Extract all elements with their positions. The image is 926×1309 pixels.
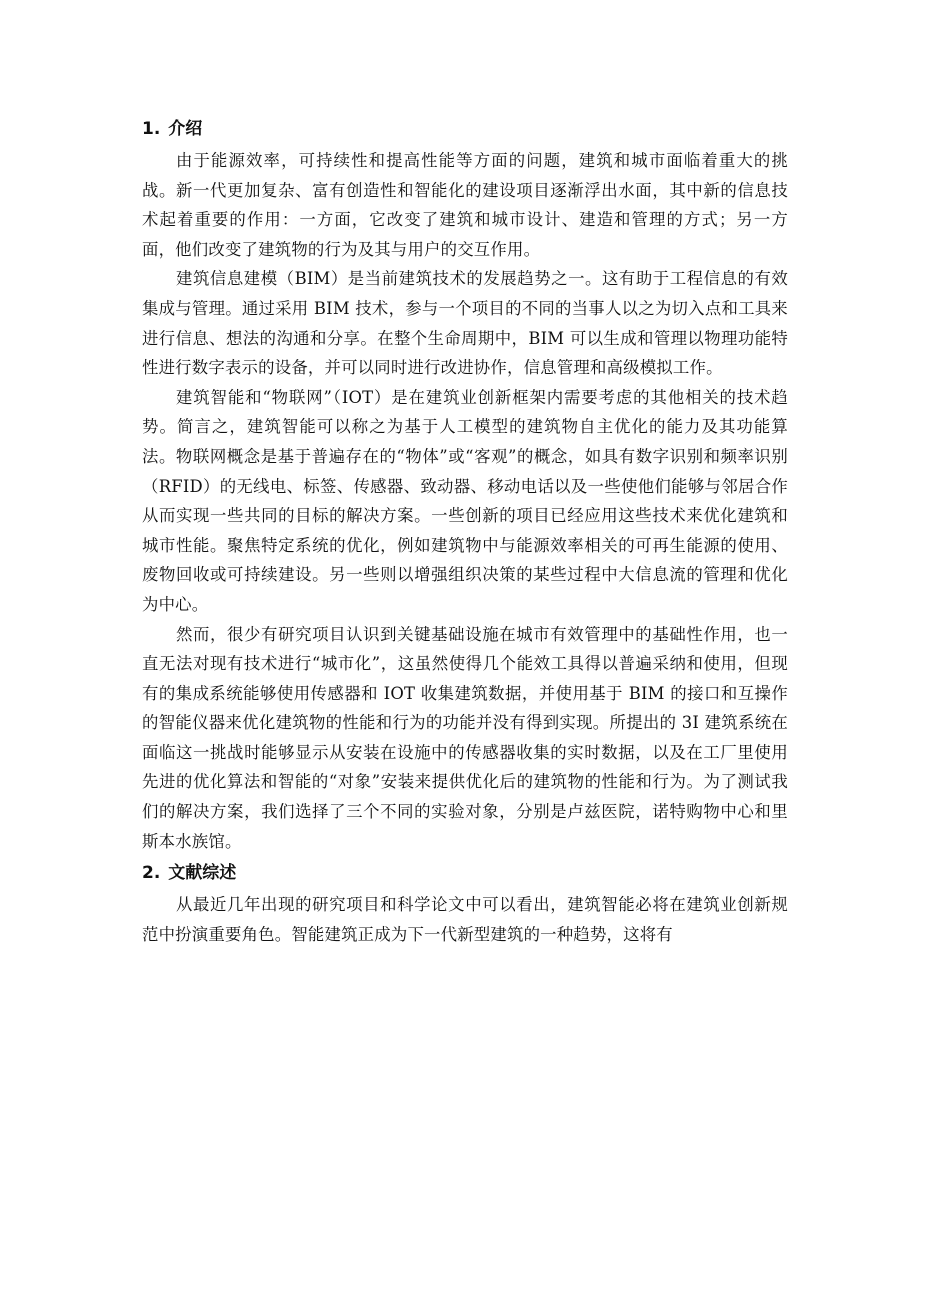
section-1-paragraph-1: 由于能源效率，可持续性和提高性能等方面的问题，建筑和城市面临着重大的挑战。新一代更加复杂、富有创造性和智能化的建设项目逐渐浮出水面，其中新的信息技术起着重要的作用：一方面，它改变了建筑和城市设计、建造和管理的方式；另一方面，他们改变了建筑物的行为及其与用户的交互作用。 <box>142 151 788 259</box>
section-title: 介绍 <box>168 119 203 139</box>
section-1-heading <box>142 112 788 146</box>
section-number: 2. <box>142 863 161 884</box>
section-number: 1. <box>142 119 161 139</box>
section-1-paragraph-4: 然而，很少有研究项目认识到关键基础设施在城市有效管理中的基础性作用，也一直无法对现有技术进行“城市化”，这虽然使得几个能效工具得以普遍采纳和使用，但现有的集成系统能够使用传感器和 IOT 收集建筑数据，并使用基于 BIM 的接口和互操作的智能仪器来优化建筑物的性能和行为的功能并没有得到实现。所提出的 3I 建筑系统在面临这一挑战时能够显示从安装在设施中的传感器收集的实时数据，以及在工厂里使用先进的优化算法和智能的“对象”安装来提供优化后的建筑物的性能和行为。为了测试我们的解决方案，我们选择了三个不同的实验对象，分别是卢兹医院，诺特购物中心和里斯本水族馆。 <box>142 624 788 851</box>
section-2-paragraph-1: 从最近几年出现的研究项目和科学论文中可以看出，建筑智能必将在建筑业创新规范中扮演重要角色。智能建筑正成为下一代新型建筑的一种趋势，这将有 <box>142 895 788 944</box>
section-2-heading <box>142 856 788 890</box>
section-1-paragraph-2: 建筑信息建模（BIM）是当前建筑技术的发展趋势之一。这有助于工程信息的有效集成与管理。通过采用 BIM 技术，参与一个项目的不同的当事人以之为切入点和工具来进行信息、想法的沟通和分享。在整个生命周期中，BIM 可以生成和管理以物理功能特性进行数字表示的设备，并可以同时进行改进协作，信息管理和高级模拟工作。 <box>142 269 788 378</box>
section-title: 文献综述 <box>168 863 237 884</box>
document-body <box>142 112 788 949</box>
section-1-paragraph-3: 建筑智能和“物联网”（IOT）是在建筑业创新框架内需要考虑的其他相关的技术趋势。简言之，建筑智能可以称之为基于人工模型的建筑物自主优化的能力及其功能算法。物联网概念是基于普遍存在的“物体”或“客观”的概念，如具有数字识别和频率识别（RFID）的无线电、标签、传感器、致动器、移动电话以及一些使他们能够与邻居合作从而实现一些共同的目标的解决方案。一些创新的项目已经应用这些技术来优化建筑和城市性能。聚焦特定系统的优化，例如建筑物中与能源效率相关的可再生能源的使用、废物回收或可持续建设。另一些则以增强组织决策的某些过程中大信息流的管理和优化为中心。 <box>142 387 788 614</box>
